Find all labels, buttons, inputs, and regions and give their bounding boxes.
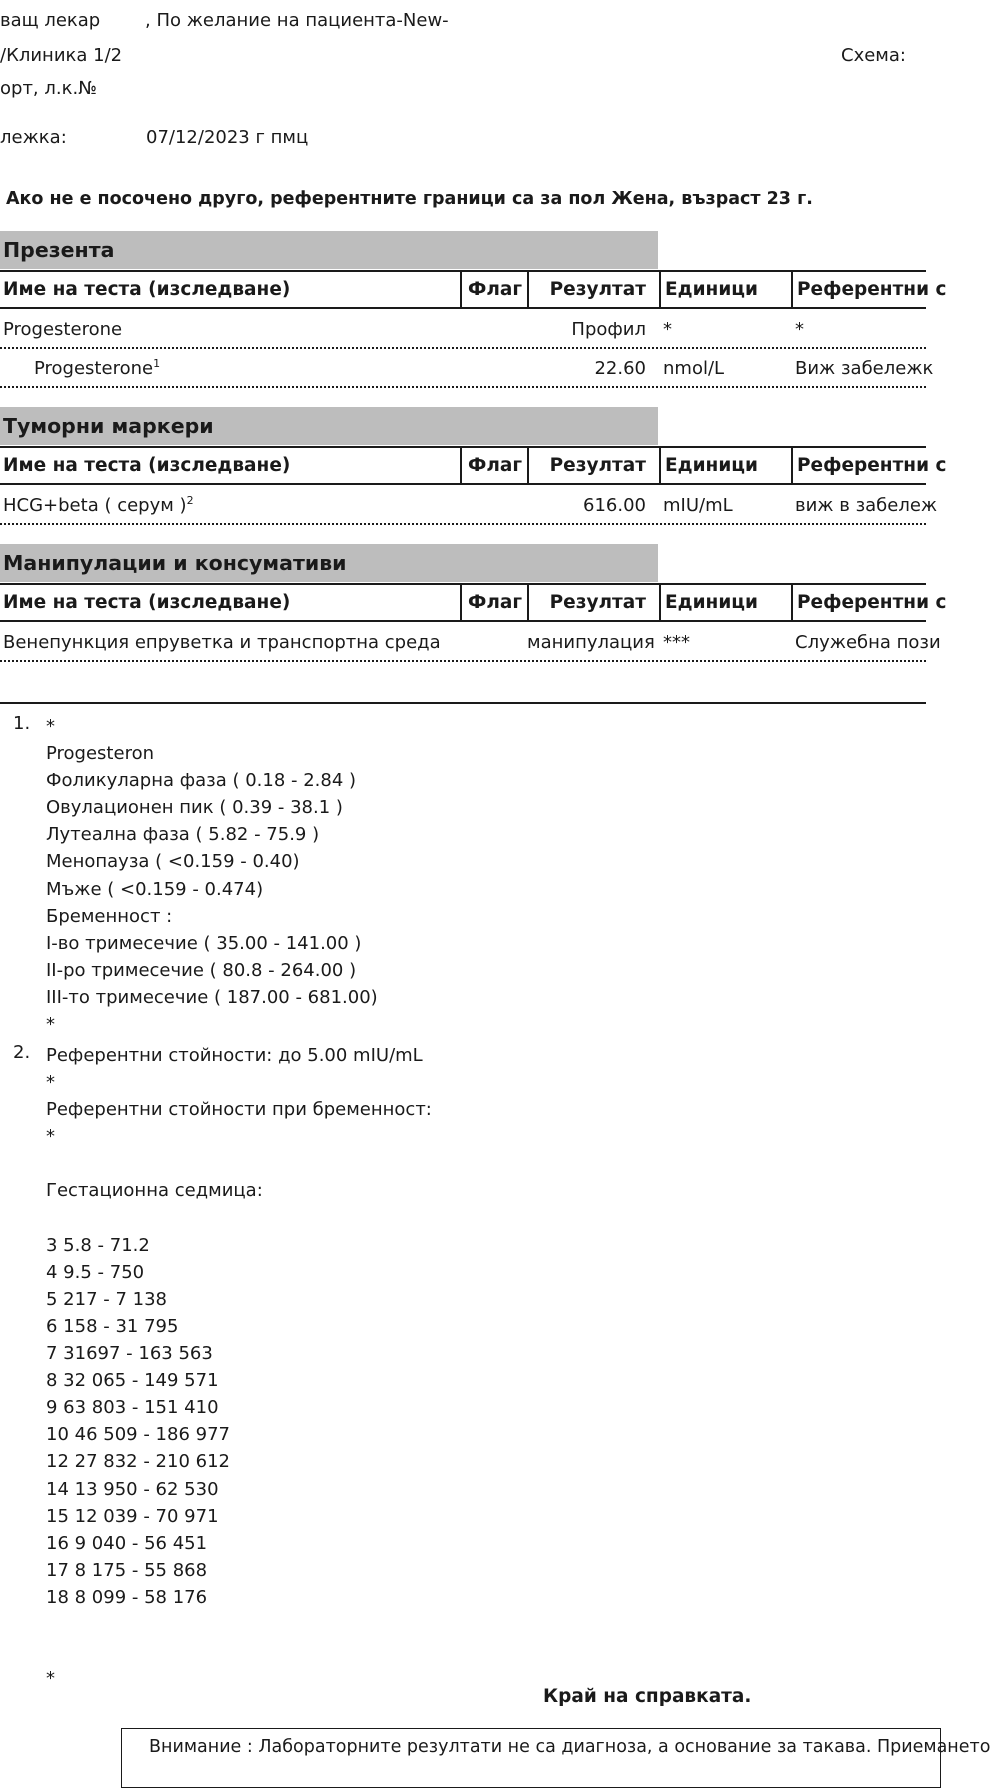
col-reference-header: Референтни с bbox=[791, 585, 926, 620]
table-header bbox=[0, 583, 947, 622]
test-flag bbox=[460, 487, 526, 523]
note-line: Гестационна седмица: bbox=[46, 1180, 263, 1202]
col-units-header: Единици bbox=[659, 585, 790, 620]
test-reference: Служебна пози bbox=[795, 632, 941, 653]
notes-divider bbox=[0, 702, 926, 704]
table-row bbox=[0, 311, 926, 349]
note-line: Менопауза ( <0.159 - 0.40) bbox=[46, 851, 300, 873]
col-reference-header: Референтни с bbox=[791, 272, 926, 307]
note-line: 17 8 175 - 55 868 bbox=[46, 1559, 208, 1581]
note-line: 8 32 065 - 149 571 bbox=[46, 1370, 219, 1392]
note-line: Бременност : bbox=[46, 905, 173, 927]
note-line bbox=[46, 1611, 432, 1638]
note-line bbox=[46, 1205, 432, 1232]
note-line: 7 31697 - 163 563 bbox=[46, 1343, 213, 1365]
col-units-header: Единици bbox=[659, 448, 790, 483]
note-line: Овулационен пик ( 0.39 - 38.1 ) bbox=[46, 797, 343, 819]
note-line: I-во тримесечие ( 35.00 - 141.00 ) bbox=[46, 932, 362, 954]
note-line: 4 9.5 - 750 bbox=[46, 1261, 145, 1283]
test-result: Профил bbox=[571, 319, 646, 340]
section-header: Туморни маркери bbox=[0, 407, 658, 445]
note-number: 1. bbox=[13, 713, 31, 734]
col-name-header: Име на теста (изследване) bbox=[3, 279, 291, 300]
test-units: nmol/L bbox=[663, 358, 725, 379]
note-line: 16 9 040 - 56 451 bbox=[46, 1532, 208, 1554]
note-line: 15 12 039 - 70 971 bbox=[46, 1505, 219, 1527]
col-result-header: Резултат bbox=[527, 448, 652, 483]
table-header bbox=[0, 270, 947, 309]
test-units: mIU/mL bbox=[663, 495, 733, 516]
note-number: 2. bbox=[13, 1042, 31, 1063]
col-flag-header: Флаг bbox=[460, 585, 528, 620]
note-line bbox=[46, 1150, 432, 1177]
note-line: 10 46 509 - 186 977 bbox=[46, 1424, 230, 1446]
test-reference: виж в забележ bbox=[795, 495, 938, 516]
note-line bbox=[46, 1638, 432, 1665]
col-reference-header: Референтни с bbox=[791, 448, 926, 483]
warning-text: Внимание : Лабораторните резултати не са диагноза, а основание за такава. Приемането bbox=[149, 1737, 990, 1757]
note-line: 12 27 832 - 210 612 bbox=[46, 1451, 230, 1473]
col-name-header: Име на теста (изследване) bbox=[3, 455, 291, 476]
test-reference: Виж забележк bbox=[795, 358, 934, 379]
note-line: Референтни стойности при бременност: bbox=[46, 1099, 432, 1121]
test-reference: * bbox=[795, 319, 804, 340]
end-of-report: Край на справката. bbox=[543, 1686, 752, 1707]
scheme-label: Схема: bbox=[841, 45, 906, 66]
note-line: 3 5.8 - 71.2 bbox=[46, 1234, 150, 1256]
test-flag bbox=[460, 350, 526, 386]
note-line: II-ро тримесечие ( 80.8 - 264.00 ) bbox=[46, 959, 357, 981]
table-row bbox=[0, 487, 938, 525]
test-result: 616.00 bbox=[583, 495, 646, 516]
note-line: 5 217 - 7 138 bbox=[46, 1288, 167, 1310]
note-line: * bbox=[46, 1126, 55, 1148]
col-units-header: Единици bbox=[659, 272, 790, 307]
col-flag-header: Флаг bbox=[460, 448, 528, 483]
note-line: * bbox=[46, 1014, 55, 1036]
test-name: Progesterone$^1$ bbox=[34, 357, 161, 379]
table-row bbox=[0, 624, 941, 662]
test-name: Progesterone bbox=[3, 319, 123, 340]
test-flag bbox=[460, 624, 526, 660]
test-units: *** bbox=[663, 632, 690, 653]
warning-box bbox=[121, 1728, 990, 1788]
ordering-doctor-value: , По желание на пациента-New- bbox=[145, 10, 449, 31]
ordering-doctor-label: ващ лекар bbox=[0, 10, 101, 31]
document-label: орт, л.к.№ bbox=[0, 78, 97, 99]
clinic-label: /Клиника 1/2 bbox=[0, 45, 123, 66]
note-label: лежка: bbox=[0, 127, 67, 148]
table-row bbox=[0, 350, 934, 388]
note-line: 18 8 099 - 58 176 bbox=[46, 1586, 208, 1608]
note-line: Мъже ( <0.159 - 0.474) bbox=[46, 878, 264, 900]
note-line: 14 13 950 - 62 530 bbox=[46, 1478, 219, 1500]
col-result-header: Резултат bbox=[527, 272, 652, 307]
note-line: * bbox=[46, 1072, 55, 1094]
test-units: * bbox=[663, 319, 672, 340]
note-line: Фоликуларна фаза ( 0.18 - 2.84 ) bbox=[46, 770, 357, 792]
note-line: Progesteron bbox=[46, 743, 154, 765]
note-hcg bbox=[46, 1042, 432, 1692]
section-header: Презента bbox=[0, 231, 658, 269]
col-result-header: Резултат bbox=[527, 585, 652, 620]
reference-intro: Ако не е посочено друго, референтните граници са за пол Жена, възраст 23 г. bbox=[6, 189, 813, 209]
test-result: манипулация bbox=[527, 632, 655, 653]
note-line: III-то тримесечие ( 187.00 - 681.00) bbox=[46, 986, 378, 1008]
note-value: 07/12/2023 г пмц bbox=[146, 127, 309, 148]
test-name: Венепункция епруветка и транспортна среда bbox=[3, 632, 441, 653]
col-name-header: Име на теста (изследване) bbox=[3, 592, 291, 613]
test-flag bbox=[460, 311, 526, 347]
note-line: 6 158 - 31 795 bbox=[46, 1315, 179, 1337]
note-line: Референтни стойности: до 5.00 mIU/mL bbox=[46, 1045, 423, 1066]
note-line: * bbox=[46, 716, 55, 737]
test-result: 22.60 bbox=[594, 358, 646, 379]
note-line: Лутеална фаза ( 5.82 - 75.9 ) bbox=[46, 824, 320, 846]
note-line: 9 63 803 - 151 410 bbox=[46, 1397, 219, 1419]
section-header: Манипулации и консумативи bbox=[0, 544, 658, 582]
note-progesterone bbox=[46, 713, 378, 1038]
note-line: * bbox=[46, 1668, 55, 1690]
test-name: HCG+beta ( серум )$^2$ bbox=[3, 494, 194, 516]
col-flag-header: Флаг bbox=[460, 272, 528, 307]
table-header bbox=[0, 446, 947, 485]
